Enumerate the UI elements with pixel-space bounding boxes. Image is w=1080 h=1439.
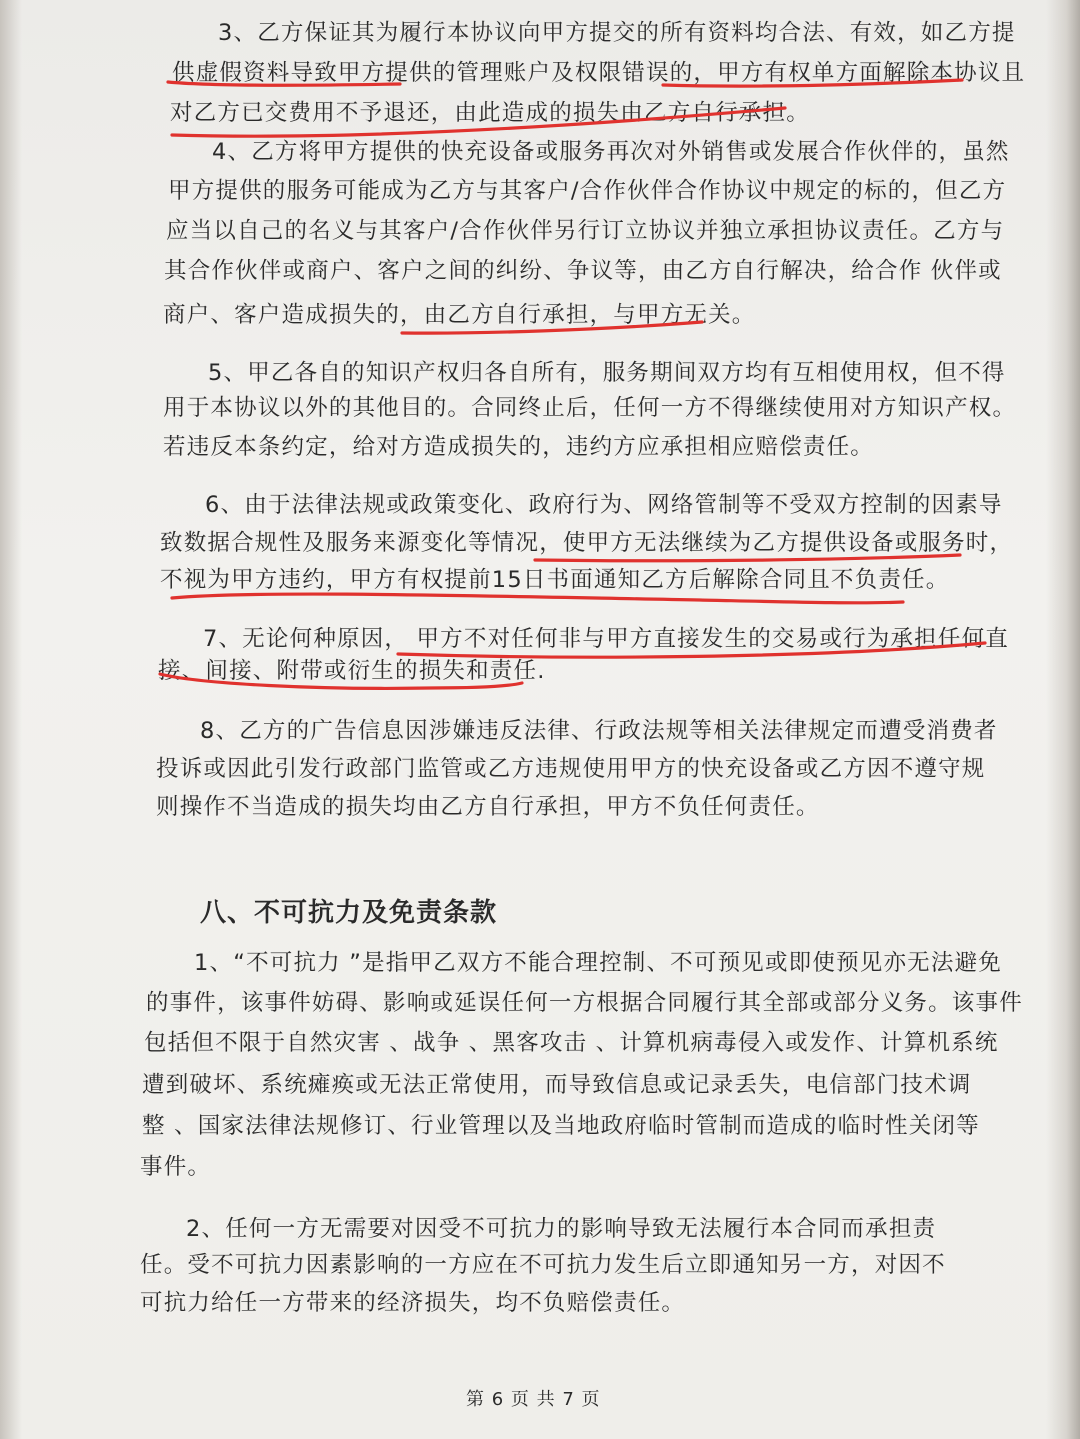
force-majeure-1-line-4: 遭到破坏、系统瘫痪或无法正常使用，而导致信息或记录丢失，电信部门技术调 <box>142 1072 972 1098</box>
clause-4-line-2: 甲方提供的服务可能成为乙方与其客户/合作伙伴合作协议中规定的标的，但乙方 <box>168 178 1007 204</box>
clause-6-line-1: 6、由于法律法规或政策变化、政府行为、网络管制等不受双方控制的因素导 <box>205 492 1003 518</box>
clause-4-line-1: 4、乙方将甲方提供的快充设备或服务再次对外销售或发展合作伙伴的，虽然 <box>212 139 1010 165</box>
clause-8-line-3: 则操作不当造成的损失均由乙方自行承担，甲方不负任何责任。 <box>156 794 820 820</box>
force-majeure-2-line-3: 可抗力给任一方带来的经济损失，均不负赔偿责任。 <box>140 1290 686 1316</box>
clause-7-line-1: 7、无论何种原因， 甲方不对任何非与甲方直接发生的交易或行为承担任何直 <box>203 626 1009 652</box>
force-majeure-2-line-1: 2、任何一方无需要对因受不可抗力的影响导致无法履行本合同而承担责 <box>186 1216 937 1242</box>
force-majeure-2-line-2: 任。受不可抗力因素影响的一方应在不可抗力发生后立即通知另一方，对因不 <box>140 1252 946 1278</box>
force-majeure-1-line-6: 事件。 <box>140 1154 212 1180</box>
force-majeure-1-line-1: 1、“不可抗力 ”是指甲乙双方不能合理控制、不可预见或即使预见亦无法避免 <box>194 950 1002 976</box>
clause-8-line-1: 8、乙方的广告信息因涉嫌违反法律、行政法规等相关法律规定而遭受消费者 <box>200 718 998 744</box>
clause-4-line-3: 应当以自己的名义与其客户/合作伙伴另行订立协议并独立承担协议责任。乙方与 <box>166 218 1005 244</box>
force-majeure-1-line-3: 包括但不限于自然灾害 、战争 、黑客攻击 、计算机病毒侵入或发作、计算机系统 <box>144 1030 999 1056</box>
clause-4-line-5: 商户、客户造成损失的，由乙方自行承担，与甲方无关。 <box>163 302 756 328</box>
section-heading: 八、不可抗力及免责条款 <box>200 898 498 928</box>
clause-8-line-2: 投诉或因此引发行政部门监管或乙方违规使用甲方的快充设备或乙方因不遵守规 <box>156 756 986 782</box>
force-majeure-1-line-2: 的事件，该事件妨碍、影响或延误任何一方根据合同履行其全部或部分义务。该事件 <box>146 990 1023 1016</box>
clause-5-line-2: 用于本协议以外的其他目的。合同终止后，任何一方不得继续使用对方知识产权。 <box>163 395 1017 421</box>
clause-6-line-2: 致数据合规性及服务来源变化等情况，使甲方无法继续为乙方提供设备或服务时， <box>160 530 1014 556</box>
clause-5-line-3: 若违反本条约定，给对方造成损失的，违约方应承担相应赔偿责任。 <box>163 434 875 460</box>
page-footer: 第 6 页 共 7 页 <box>466 1389 601 1410</box>
clause-3-line-3: 对乙方已交费用不予退还，由此造成的损失由乙方自行承担。 <box>170 100 810 126</box>
clause-3-line-1: 3、乙方保证其为履行本协议向甲方提交的所有资料均合法、有效，如乙方提 <box>218 20 1016 46</box>
clause-7-line-2: 接、间接、附带或衍生的损失和责任. <box>158 658 546 684</box>
clause-4-line-4: 其合作伙伴或商户、客户之间的纠纷、争议等，由乙方自行解决，给合作 伙伴或 <box>164 258 1002 284</box>
clause-6-line-3: 不视为甲方违约，甲方有权提前15日书面通知乙方后解除合同且不负责任。 <box>160 567 950 593</box>
clause-5-line-1: 5、甲乙各自的知识产权归各自所有，服务期间双方均有互相使用权，但不得 <box>208 360 1006 386</box>
clause-3-line-2: 供虚假资料导致甲方提供的管理账户及权限错误的，甲方有权单方面解除本协议且 <box>172 60 1026 86</box>
force-majeure-1-line-5: 整 、国家法律法规修订、行业管理以及当地政府临时管制而造成的临时性关闭等 <box>142 1113 980 1139</box>
